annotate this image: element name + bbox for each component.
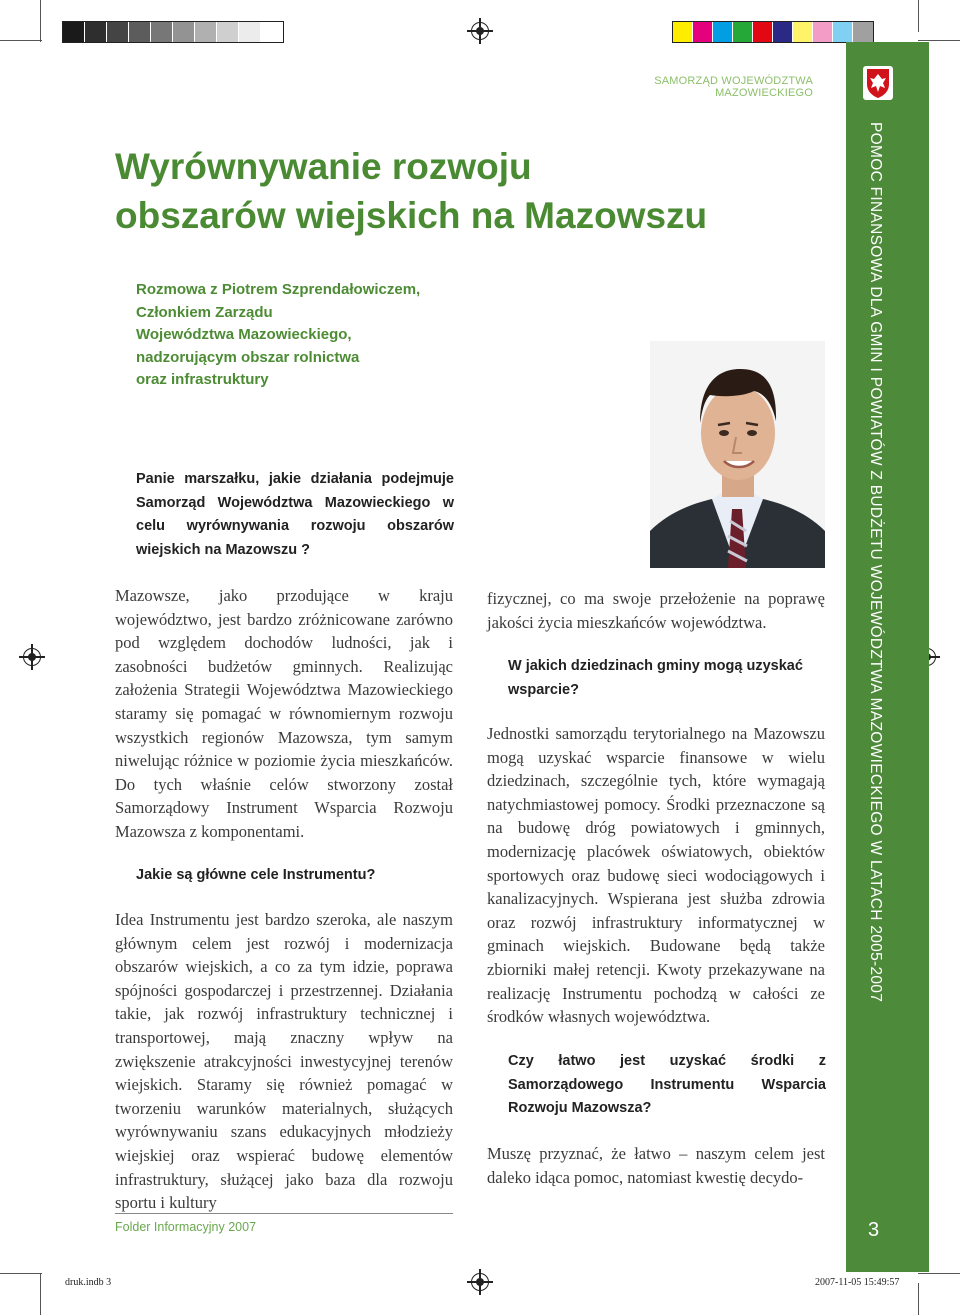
subtitle-line: nadzorującym obszar rolnictwa [136,348,360,366]
grayscale-bar [62,21,284,43]
question: Czy łatwo jest uzyskać środki z Samorządowego Instrumentu Wsparcia Rozwoju Mazowsza? [508,1053,826,1116]
title-line: Wyrównywanie rozwoju [115,146,532,187]
crop-mark [0,1273,42,1274]
answer-paragraph: Mazowsze, jako przodujące w kraju województwo, jest bardzo zróżnicowane zarówno pod względem dochodów ludności, jak i zasobności budżetów gminnych. Realizując założenia Strategii Województwa Mazowieckiego staramy się pomagać w równomiernym rozwoju wszystkich regionów Mazowsza, tym samym niwelując różnice w poziomie życia mieszkańców. Do tych właśnie celów stworzony został Samorządowy Instrument Wsparcia Rozwoju Mazowsza z komponentami. [115,586,453,841]
footer-publication: Folder Informacyjny 2007 [115,1220,257,1234]
subtitle-line: Członkiem Zarządu [136,303,273,321]
answer-paragraph: Jednostki samorządu terytorialnego na Mazowszu mogą uzyskać wsparcie finansowe w wielu dziedzinach, szczególnie tych, które wymagają natychmiastowej pomocy. Środki przeznaczone są na budowę dróg powiatowych i gminnych, modernizację placówek oświatowych, obiektów sportowych oraz budowę sieci wodociągowych i kanalizacyjnych. Wspierana jest służba zdrowia oraz rozwój infrastruktury informatycznej w gminach wiejskich. Budowane będą także zbiorniki małej retencji. Kwoty przekazywane na realizację Instrumentu pochodzą w całości ze środków własnych województwa. [487,724,825,1027]
question: W jakich dziedzinach gminy mogą uzyskać wsparcie? [508,658,803,698]
registration-mark-icon [23,648,41,666]
crop-mark [918,1283,919,1315]
answer-paragraph: Idea Instrumentu jest bardzo szeroka, ale naszym głównym celem jest rozwój i modernizacja obszarów wiejskich, a co za tym idzie, poprawa spójności gospodarczej i przestrzennej. Działania takie, jak rozwój infrastruktury technicznej i transportowej, mają znaczny wpływ na zwiększenie atrakcyjności inwestycyjnej terenów wiejskich. Staramy się również pomagać w tworzeniu warunków materialnych, służących wyrównywaniu szans edukacyjnych młodzieży wiejskiej oraz wspierać budowę elementów infrastruktury, służącej jako baza dla rozwoju sportu i kultury [115,910,453,1213]
crop-mark [40,0,41,42]
color-bar [672,21,874,43]
answer-paragraph: Muszę przyznać, że łatwo – naszym celem jest daleko idąca pomoc, natomiast kwestię decydo- [487,1144,825,1187]
question: Jakie są główne cele Instrumentu? [136,867,376,883]
question: Panie marszałku, jakie działania podejmuje Samorząd Województwa Mazowieckiego w celu wyrównywania rozwoju obszarów wiejskich na Mazowszu ? [136,471,454,558]
crop-mark [0,40,42,41]
answer-paragraph: fizycznej, co ma swoje przełożenie na poprawę jakości życia mieszkańców województwa. [487,589,825,632]
interview-subtitle [136,279,466,392]
crop-mark [918,40,960,41]
crop-mark [918,0,919,32]
registration-mark-icon [471,22,489,40]
print-slug-file: druk.indb 3 [65,1277,112,1288]
subtitle-line: oraz infrastruktury [136,371,269,388]
running-header: SAMORZĄD WOJEWÓDZTWA MAZOWIECKIEGO [654,75,813,99]
side-band-text: POMOC FINANSOWA DLA GMIN I POWIATÓW Z BUDŻETU WOJEWÓDZTWA MAZOWIECKIEGO W LATACH 2005-2007 [867,122,884,1003]
footer-rule [115,1213,453,1214]
subtitle-line: Województwa Mazowieckiego, [136,326,352,343]
subtitle-line: Rozmowa z Piotrem Szprendałowiczem, [136,281,421,298]
registration-mark-icon [471,1273,489,1291]
print-slug-date: 2007-11-05 15:49:57 [815,1277,900,1288]
page-title [115,142,795,240]
title-line: obszarów wiejskich na Mazowszu [115,195,708,236]
portrait-photo [650,341,825,568]
coat-of-arms-icon [863,66,893,100]
crop-mark [40,1273,41,1315]
crop-mark [918,1273,960,1274]
page-number: 3 [868,1219,880,1241]
